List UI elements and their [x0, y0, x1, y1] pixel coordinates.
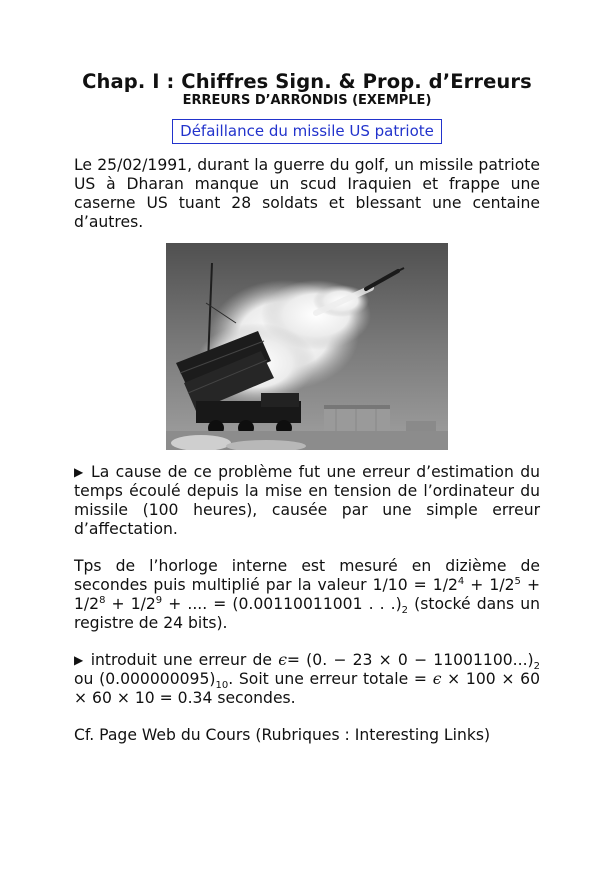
intro-paragraph: Le 25/02/1991, durant la guerre du golf, un missile patriote US à Dharan manque un scud Iraquien et frappe une caserne US tuant 28 soldats et blessant une centaine d’autres. [74, 156, 540, 231]
triangle-bullet-icon: ▶ [74, 465, 85, 479]
boxed-title: Défaillance du missile US patriote [172, 119, 442, 144]
base-subscript: 2 [401, 605, 409, 617]
exponent: 4 [457, 575, 465, 587]
section-subtitle: ERREURS D’ARRONDIS (EXEMPLE) [182, 93, 432, 108]
clock-text-2: + .... = (0.00110011001 . . .) [162, 595, 402, 613]
error-text-5: × 100 × 60 × 60 × 10 = 0.34 secondes. [74, 670, 540, 707]
reference-paragraph: Cf. Page Web du Cours (Rubriques : Interesting Links) [74, 726, 491, 744]
error-paragraph [74, 651, 540, 708]
epsilon-symbol: ϵ [432, 670, 442, 688]
error-text-2: = (0. − 23 × 0 − 11001100...) [286, 651, 534, 669]
clock-paragraph [74, 557, 540, 633]
exponent: 9 [155, 594, 163, 606]
epsilon-symbol: ϵ [278, 651, 287, 669]
base-subscript: 10 [215, 680, 229, 692]
exponent: 5 [514, 575, 521, 587]
cause-text: La cause de ce problème fut une erreur d’estimation du temps écoulé depuis la mise en tension de l’ordinateur du missile (100 heures), causée par une simple erreur d’affectation. [74, 463, 540, 538]
error-text-4: . Soit une erreur totale = [228, 670, 433, 688]
clock-text-3: (stocké dans un registre de 24 bits). [74, 595, 540, 632]
missile-launch-photo [166, 243, 448, 450]
slide-page [74, 70, 540, 745]
boxed-title-wrap [74, 119, 540, 144]
chapter-title: Chap. I : Chiffres Sign. & Prop. d’Erreurs [82, 70, 532, 93]
clock-text-1: Tps de l’horloge interne est mesuré en dizième de secondes puis multiplié par la valeur 1/10 = 1/2 [74, 557, 540, 594]
error-text-1: introduit une erreur de [90, 651, 279, 669]
exponent: 8 [99, 594, 106, 606]
clock-text-plus: + 1/2 [105, 595, 156, 613]
cause-paragraph [74, 463, 540, 539]
clock-text-plus: + 1/2 [464, 576, 515, 594]
triangle-bullet-icon: ▶ [74, 653, 85, 667]
clock-text-plus: + 1/2 [74, 576, 541, 613]
error-text-3: ou (0.000000095) [74, 670, 216, 688]
base-subscript: 2 [533, 661, 540, 673]
